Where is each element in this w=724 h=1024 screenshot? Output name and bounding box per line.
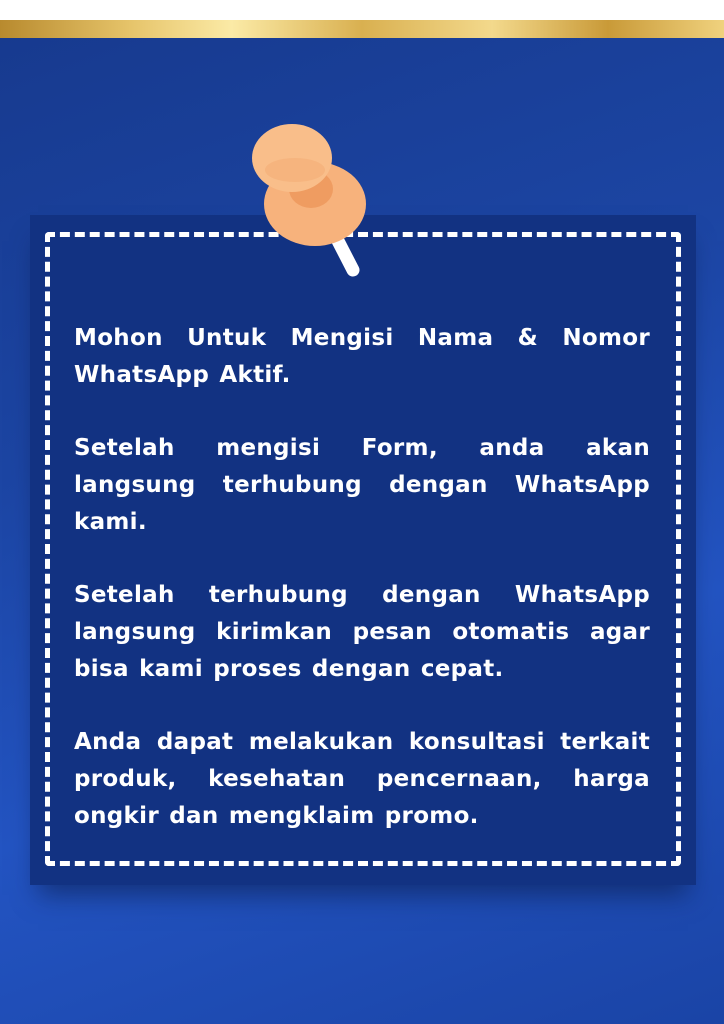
paragraph-fill-form: Mohon Untuk Mengisi Nama & Nomor WhatsApp Aktif. (74, 325, 650, 388)
paragraph-connect-whatsapp: Setelah mengisi Form, anda akan langsung terhubung dengan WhatsApp kami. (74, 435, 650, 535)
paragraph-consultation: Anda dapat melakukan konsultasi terkait produk, kesehatan pencernaan, harga ongkir dan mengklaim promo. (74, 729, 650, 829)
top-strip (0, 0, 724, 20)
gold-header-bar (0, 20, 724, 38)
push-pin-icon (240, 115, 380, 290)
instructions-text (74, 320, 650, 871)
paragraph-send-message: Setelah terhubung dengan WhatsApp langsung kirimkan pesan otomatis agar bisa kami proses dengan cepat. (74, 582, 650, 682)
